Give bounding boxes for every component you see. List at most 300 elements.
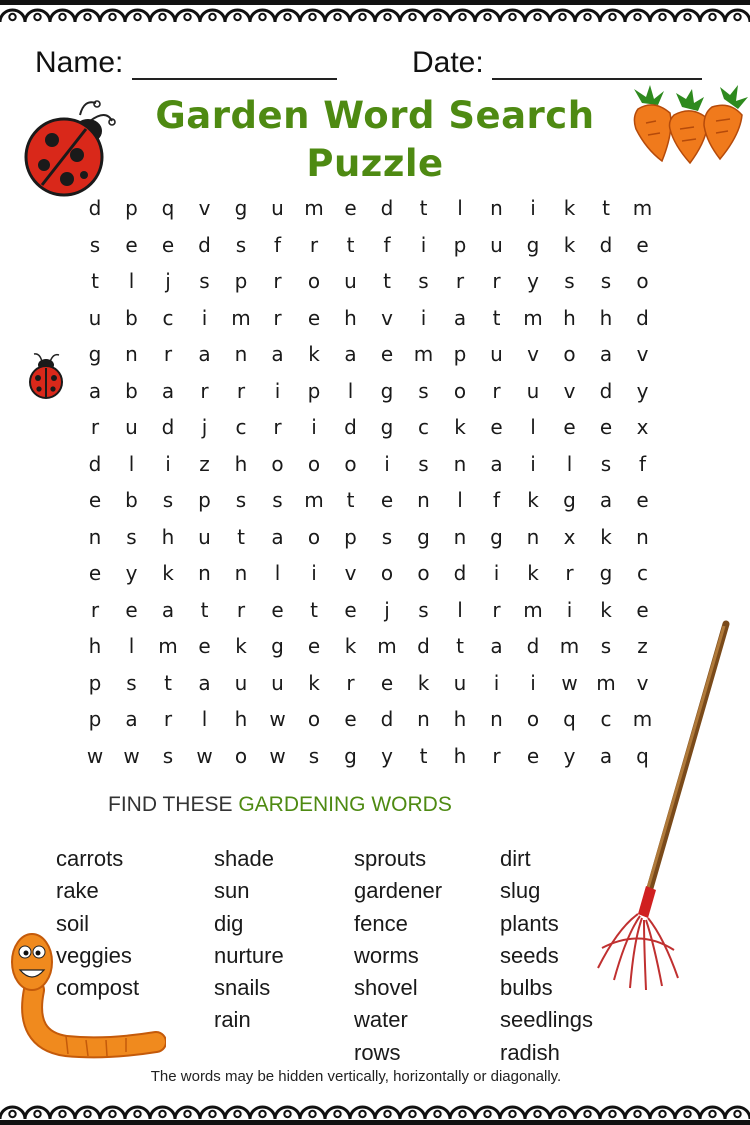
date-blank[interactable]	[492, 50, 702, 80]
name-label: Name:	[35, 46, 124, 79]
grid-cell[interactable]: k	[235, 634, 247, 658]
grid-cell[interactable]: f	[273, 232, 282, 257]
ladybug-icon	[22, 95, 122, 200]
grid-cell[interactable]: q	[636, 743, 649, 768]
grid-cell[interactable]: s	[126, 524, 137, 549]
grid-cell[interactable]: e	[344, 196, 357, 220]
grid-cell[interactable]: d	[599, 378, 613, 403]
grid-cell[interactable]: u	[490, 232, 503, 257]
grid-cell[interactable]: h	[453, 707, 467, 731]
grid-cell[interactable]: f	[492, 488, 501, 512]
grid-cell[interactable]: n	[490, 707, 503, 731]
grid-cell[interactable]: p	[88, 670, 102, 695]
grid-cell[interactable]: p	[344, 524, 357, 549]
grid-cell[interactable]: e	[344, 597, 357, 622]
word-list-item: shade	[214, 846, 274, 871]
word-list-item: rows	[354, 1039, 401, 1065]
grid-cell[interactable]: o	[234, 743, 248, 768]
grid-cell[interactable]: r	[455, 269, 465, 293]
grid-cell[interactable]: g	[563, 488, 576, 512]
grid-cell[interactable]: m	[559, 634, 580, 658]
grid-cell[interactable]: o	[271, 451, 284, 476]
grid-cell[interactable]: s	[418, 451, 429, 476]
grid-cell[interactable]: s	[235, 488, 247, 512]
grid-cell[interactable]: j	[165, 269, 171, 293]
grid-cell[interactable]: s	[381, 524, 393, 549]
word-list-item: sun	[214, 878, 250, 904]
grid-cell[interactable]: e	[125, 597, 138, 622]
grid-cell[interactable]: v	[344, 561, 357, 585]
grid-cell[interactable]: r	[90, 415, 100, 439]
word-list-item: water	[354, 1007, 408, 1033]
grid-cell[interactable]: a	[271, 524, 284, 549]
grid-cell[interactable]: k	[417, 670, 430, 695]
grid-cell[interactable]: t	[602, 196, 610, 220]
grid-cell[interactable]: v	[198, 196, 211, 220]
grid-cell[interactable]: a	[271, 342, 284, 366]
grid-cell[interactable]: g	[526, 232, 540, 257]
grid-cell[interactable]: k	[308, 342, 320, 366]
grid-cell[interactable]: y	[563, 743, 576, 768]
grid-cell[interactable]: t	[346, 488, 355, 512]
grid-cell[interactable]: a	[599, 488, 613, 512]
word-list-item: dig	[214, 910, 244, 936]
grid-cell[interactable]: u	[490, 342, 503, 366]
grid-cell[interactable]: a	[125, 707, 138, 731]
grid-cell[interactable]: h	[344, 305, 357, 330]
grid-cell[interactable]: p	[125, 196, 138, 220]
grid-cell[interactable]: i	[493, 670, 500, 695]
grid-cell[interactable]: r	[200, 378, 209, 403]
grid-cell[interactable]: r	[90, 597, 100, 622]
grid-cell[interactable]: s	[89, 232, 101, 257]
grid-cell[interactable]: n	[125, 342, 138, 366]
grid-cell[interactable]: d	[88, 451, 102, 476]
grid-cell[interactable]: u	[344, 269, 357, 293]
grid-cell[interactable]: w	[269, 707, 286, 731]
grid-cell[interactable]: t	[91, 269, 99, 293]
word-list-item: dirt	[500, 846, 531, 871]
grid-cell[interactable]: o	[380, 561, 394, 585]
grid-cell[interactable]: a	[161, 378, 175, 403]
grid-cell[interactable]: h	[453, 743, 467, 768]
word-list-item: nurture	[214, 942, 284, 968]
grid-cell[interactable]: i	[420, 232, 427, 257]
grid-cell[interactable]: o	[563, 342, 576, 366]
grid-cell[interactable]: w	[86, 743, 104, 768]
grid-cell[interactable]: h	[234, 451, 248, 476]
grid-cell[interactable]: s	[162, 488, 174, 512]
grid-cell[interactable]: k	[527, 488, 539, 512]
grid-cell[interactable]: r	[309, 232, 319, 257]
grid-cell[interactable]: a	[88, 378, 102, 403]
scallop-border-top	[0, 0, 750, 28]
grid-cell[interactable]: m	[377, 634, 397, 658]
grid-cell[interactable]: y	[636, 378, 649, 403]
grid-cell[interactable]: o	[636, 269, 649, 293]
grid-cell[interactable]: b	[125, 378, 138, 403]
grid-cell[interactable]: d	[344, 415, 357, 439]
grid-cell[interactable]: e	[125, 232, 138, 257]
grid-cell[interactable]: r	[492, 378, 501, 403]
grid-cell[interactable]: g	[344, 743, 357, 768]
word-list-item: seeds	[500, 942, 559, 968]
grid-cell[interactable]: i	[493, 561, 500, 585]
grid-cell[interactable]: k	[600, 597, 612, 622]
grid-cell[interactable]: u	[198, 524, 211, 549]
grid-cell[interactable]: i	[566, 597, 573, 622]
title-line-1: Garden Word Search	[155, 94, 595, 137]
grid-cell[interactable]: s	[418, 269, 429, 293]
word-list-item: compost	[56, 975, 140, 1001]
grid-cell[interactable]: d	[88, 196, 102, 220]
grid-cell[interactable]: a	[490, 634, 503, 658]
heading-highlight: GARDENING WORDS	[238, 793, 452, 816]
grid-cell[interactable]: d	[380, 196, 394, 220]
grid-cell[interactable]: g	[271, 634, 284, 658]
grid-cell[interactable]: e	[636, 597, 649, 622]
page-title	[120, 92, 630, 188]
grid-cell[interactable]: n	[453, 524, 467, 549]
grid-cell[interactable]: o	[307, 707, 321, 731]
grid-cell[interactable]: s	[235, 232, 247, 257]
grid-cell[interactable]: s	[162, 743, 174, 768]
word-list-item: slug	[500, 878, 541, 904]
grid-cell[interactable]: h	[599, 305, 613, 330]
grid-cell[interactable]: t	[346, 232, 355, 257]
grid-cell[interactable]: r	[236, 378, 246, 403]
grid-cell[interactable]: s	[600, 269, 612, 293]
grid-cell[interactable]: o	[307, 524, 321, 549]
grid-cell[interactable]: q	[161, 196, 175, 220]
word-list-item: soil	[56, 910, 90, 936]
grid-cell[interactable]: v	[636, 670, 649, 695]
grid-cell[interactable]: e	[526, 743, 540, 768]
word-list-item: seedlings	[500, 1007, 593, 1033]
grid-cell[interactable]: l	[457, 196, 463, 220]
grid-cell[interactable]: t	[456, 634, 464, 658]
grid-cell[interactable]: m	[596, 670, 616, 695]
grid-cell[interactable]: e	[88, 488, 102, 512]
grid-cell[interactable]: s	[600, 451, 612, 476]
grid-cell[interactable]: o	[307, 451, 321, 476]
grid-cell[interactable]: i	[530, 196, 536, 220]
carrot-icon	[612, 85, 750, 165]
grid-cell[interactable]: l	[128, 634, 135, 658]
grid-cell[interactable]: r	[492, 269, 501, 293]
grid-cell[interactable]: y	[527, 269, 539, 293]
word-list-heading	[108, 793, 452, 817]
grid-cell[interactable]: m	[523, 305, 543, 330]
grid-cell[interactable]: d	[599, 232, 613, 257]
grid-cell[interactable]: m	[158, 634, 178, 658]
grid-cell[interactable]: e	[271, 597, 284, 622]
grid-cell[interactable]: o	[417, 561, 430, 585]
grid-cell[interactable]: n	[234, 342, 248, 366]
grid-cell[interactable]: g	[490, 524, 503, 549]
grid-cell[interactable]: x	[636, 415, 649, 439]
grid-cell[interactable]: o	[344, 451, 357, 476]
grid-cell[interactable]: r	[273, 415, 282, 439]
grid-cell[interactable]: p	[453, 342, 467, 366]
grid-cell[interactable]: m	[523, 597, 543, 622]
grid-cell[interactable]: l	[566, 451, 573, 476]
grid-cell[interactable]: a	[198, 342, 211, 366]
grid-cell[interactable]: u	[453, 670, 467, 695]
grid-cell[interactable]: a	[453, 305, 467, 330]
grid-cell[interactable]: w	[123, 743, 140, 768]
grid-cell[interactable]: t	[237, 524, 245, 549]
word-list-item: veggies	[56, 942, 132, 968]
grid-cell[interactable]: p	[234, 269, 248, 293]
grid-cell[interactable]: r	[492, 597, 501, 622]
grid-cell[interactable]: u	[234, 670, 248, 695]
rake-icon	[588, 618, 738, 1008]
grid-cell[interactable]: v	[563, 378, 576, 403]
grid-cell[interactable]: j	[201, 415, 208, 439]
grid-cell[interactable]: e	[198, 634, 211, 658]
grid-cell[interactable]: v	[381, 305, 393, 330]
grid-cell[interactable]: d	[636, 305, 649, 330]
grid-cell[interactable]: c	[235, 415, 247, 439]
grid-cell[interactable]: e	[380, 670, 394, 695]
grid-cell[interactable]: i	[530, 451, 536, 476]
grid-cell[interactable]: p	[307, 378, 321, 403]
grid-cell[interactable]: g	[417, 524, 430, 549]
grid-cell[interactable]: r	[565, 561, 574, 585]
grid-cell[interactable]: g	[380, 378, 394, 403]
word-column-3	[354, 843, 442, 1069]
grid-cell[interactable]: d	[198, 232, 211, 257]
grid-cell[interactable]: r	[163, 342, 173, 366]
grid-cell[interactable]: a	[198, 670, 211, 695]
grid-cell[interactable]: t	[200, 597, 209, 622]
title-line-2: Puzzle	[306, 142, 444, 185]
grid-cell[interactable]: r	[273, 269, 282, 293]
grid-cell[interactable]: k	[454, 415, 466, 439]
grid-cell[interactable]: j	[384, 597, 390, 622]
grid-cell[interactable]: y	[381, 743, 393, 768]
grid-cell[interactable]: p	[453, 232, 467, 257]
grid-cell[interactable]: s	[418, 378, 429, 403]
grid-cell[interactable]: n	[417, 488, 430, 512]
grid-cell[interactable]: s	[418, 597, 429, 622]
scallop-border-bottom	[0, 1097, 750, 1125]
grid-cell[interactable]: u	[271, 670, 284, 695]
grid-cell[interactable]: v	[527, 342, 539, 366]
grid-cell[interactable]: w	[561, 670, 578, 695]
grid-cell[interactable]: i	[384, 451, 390, 476]
grid-cell[interactable]: e	[307, 305, 321, 330]
grid-cell[interactable]: k	[308, 670, 320, 695]
grid-cell[interactable]: m	[304, 196, 324, 220]
grid-cell[interactable]: e	[490, 415, 503, 439]
grid-cell[interactable]: k	[600, 524, 612, 549]
grid-cell[interactable]: g	[234, 196, 248, 220]
grid-cell[interactable]: g	[88, 342, 102, 366]
grid-cell[interactable]: s	[308, 743, 320, 768]
grid-cell[interactable]: n	[636, 524, 649, 549]
grid-cell[interactable]: c	[637, 561, 648, 585]
grid-cell[interactable]: c	[600, 707, 612, 731]
grid-cell[interactable]: l	[128, 269, 135, 293]
instructions-note: The words may be hidden vertically, horizontally or diagonally.	[150, 1068, 562, 1085]
grid-cell[interactable]: b	[125, 305, 138, 330]
grid-cell[interactable]: i	[311, 415, 317, 439]
grid-cell[interactable]: h	[161, 524, 175, 549]
grid-cell[interactable]: c	[162, 305, 174, 330]
grid-cell[interactable]: e	[307, 634, 321, 658]
ladybug-small-icon	[26, 350, 66, 400]
grid-cell[interactable]: t	[419, 196, 428, 220]
word-list-item: plants	[500, 910, 559, 936]
grid-cell[interactable]: d	[417, 634, 430, 658]
grid-cell[interactable]: k	[563, 232, 576, 257]
grid-cell[interactable]: e	[344, 707, 357, 731]
grid-cell[interactable]: s	[564, 269, 575, 293]
name-blank[interactable]	[132, 50, 337, 80]
grid-cell[interactable]: t	[492, 305, 501, 330]
word-list-item: fence	[354, 910, 408, 936]
grid-cell[interactable]: e	[599, 415, 613, 439]
grid-cell[interactable]: d	[453, 561, 467, 585]
grid-cell[interactable]: x	[563, 524, 576, 549]
word-column-2	[214, 843, 284, 1037]
grid-cell[interactable]: w	[196, 743, 213, 768]
grid-cell[interactable]: p	[198, 488, 211, 512]
grid-cell[interactable]: n	[490, 196, 503, 220]
grid-cell[interactable]: k	[527, 561, 539, 585]
word-list-item: sprouts	[354, 846, 427, 871]
grid-cell[interactable]: k	[344, 634, 357, 658]
grid-cell[interactable]: z	[199, 451, 210, 476]
grid-cell[interactable]: m	[231, 305, 251, 330]
grid-cell[interactable]: f	[638, 451, 647, 476]
heading-prefix: FIND THESE	[108, 793, 233, 816]
grid-cell[interactable]: v	[636, 342, 649, 366]
grid-cell[interactable]: u	[125, 415, 138, 439]
grid-cell[interactable]: m	[632, 196, 653, 220]
grid-cell[interactable]: l	[347, 378, 354, 403]
grid-cell[interactable]: d	[526, 634, 540, 658]
grid-cell[interactable]: l	[457, 488, 463, 512]
grid-cell[interactable]: l	[530, 415, 536, 439]
grid-cell[interactable]: t	[164, 670, 172, 695]
grid-cell[interactable]: m	[413, 342, 434, 366]
grid-cell[interactable]: e	[636, 488, 649, 512]
grid-cell[interactable]: i	[201, 305, 208, 330]
grid-cell[interactable]: r	[346, 670, 355, 695]
grid-cell[interactable]: q	[563, 707, 576, 731]
grid-cell[interactable]: h	[234, 707, 248, 731]
grid-cell[interactable]: u	[271, 196, 284, 220]
grid-cell[interactable]: r	[273, 305, 282, 330]
word-list-item: shovel	[354, 975, 418, 1001]
grid-cell[interactable]: e	[636, 232, 649, 257]
grid-cell[interactable]: n	[198, 561, 211, 585]
grid-cell[interactable]: l	[274, 561, 281, 585]
word-list-item: gardener	[354, 878, 443, 904]
grid-cell[interactable]: w	[269, 743, 286, 768]
grid-cell[interactable]: l	[457, 597, 463, 622]
grid-cell[interactable]: d	[380, 707, 394, 731]
grid-cell[interactable]: o	[453, 378, 467, 403]
grid-cell[interactable]: g	[380, 415, 394, 439]
word-list-item: carrots	[56, 846, 124, 871]
word-list-item: worms	[354, 942, 419, 968]
word-column-4	[500, 843, 593, 1069]
grid-cell[interactable]: m	[632, 707, 653, 731]
grid-cell[interactable]: r	[163, 707, 173, 731]
grid-cell[interactable]: z	[637, 634, 648, 658]
grid-cell[interactable]: a	[599, 342, 613, 366]
grid-cell[interactable]: a	[344, 342, 357, 366]
grid-cell[interactable]: e	[563, 415, 576, 439]
grid-cell[interactable]: t	[310, 597, 318, 622]
grid-cell[interactable]: l	[201, 707, 208, 731]
grid-cell[interactable]: a	[490, 451, 503, 476]
grid-cell[interactable]: m	[304, 488, 324, 512]
word-list-item: rake	[56, 878, 99, 904]
grid-cell[interactable]: e	[380, 342, 394, 366]
grid-cell[interactable]: k	[162, 561, 174, 585]
grid-cell[interactable]: i	[274, 378, 281, 403]
grid-cell[interactable]: f	[383, 232, 391, 257]
grid-cell[interactable]: a	[599, 743, 613, 768]
grid-cell[interactable]: r	[236, 597, 246, 622]
grid-cell[interactable]: p	[88, 707, 102, 731]
grid-cell[interactable]: o	[307, 269, 321, 293]
grid-cell[interactable]: s	[272, 488, 283, 512]
word-list-item: radish	[500, 1039, 560, 1065]
grid-cell[interactable]: s	[600, 634, 612, 658]
grid-cell[interactable]: k	[563, 196, 576, 220]
grid-cell[interactable]: n	[88, 524, 102, 549]
grid-cell[interactable]: e	[88, 561, 102, 585]
grid-cell[interactable]: i	[530, 670, 536, 695]
word-list-item: snails	[214, 975, 271, 1001]
grid-cell[interactable]: s	[199, 269, 210, 293]
grid-cell[interactable]: o	[526, 707, 540, 731]
grid-cell[interactable]: a	[161, 597, 175, 622]
grid-cell[interactable]: u	[526, 378, 540, 403]
grid-cell[interactable]: t	[419, 743, 428, 768]
grid-cell[interactable]: n	[234, 561, 248, 585]
grid-cell[interactable]: l	[128, 451, 135, 476]
grid-cell[interactable]: s	[126, 670, 137, 695]
grid-cell[interactable]: n	[526, 524, 540, 549]
grid-cell[interactable]: d	[161, 415, 175, 439]
grid-cell[interactable]: g	[599, 561, 613, 585]
grid-cell[interactable]: r	[492, 743, 501, 768]
grid-cell[interactable]: y	[125, 561, 138, 585]
grid-cell[interactable]: e	[380, 488, 394, 512]
grid-cell[interactable]: n	[417, 707, 430, 731]
grid-cell[interactable]: n	[453, 451, 467, 476]
grid-cell[interactable]: h	[88, 634, 102, 658]
date-field[interactable]	[412, 46, 702, 80]
grid-cell[interactable]: t	[383, 269, 391, 293]
grid-cell[interactable]: i	[311, 561, 317, 585]
grid-cell[interactable]: c	[418, 415, 429, 439]
grid-cell[interactable]: e	[161, 232, 175, 257]
grid-cell[interactable]: u	[88, 305, 102, 330]
grid-cell[interactable]: i	[420, 305, 427, 330]
grid-cell[interactable]: i	[165, 451, 171, 476]
grid-cell[interactable]: b	[125, 488, 138, 512]
grid-cell[interactable]: h	[563, 305, 576, 330]
name-field[interactable]	[35, 46, 337, 80]
